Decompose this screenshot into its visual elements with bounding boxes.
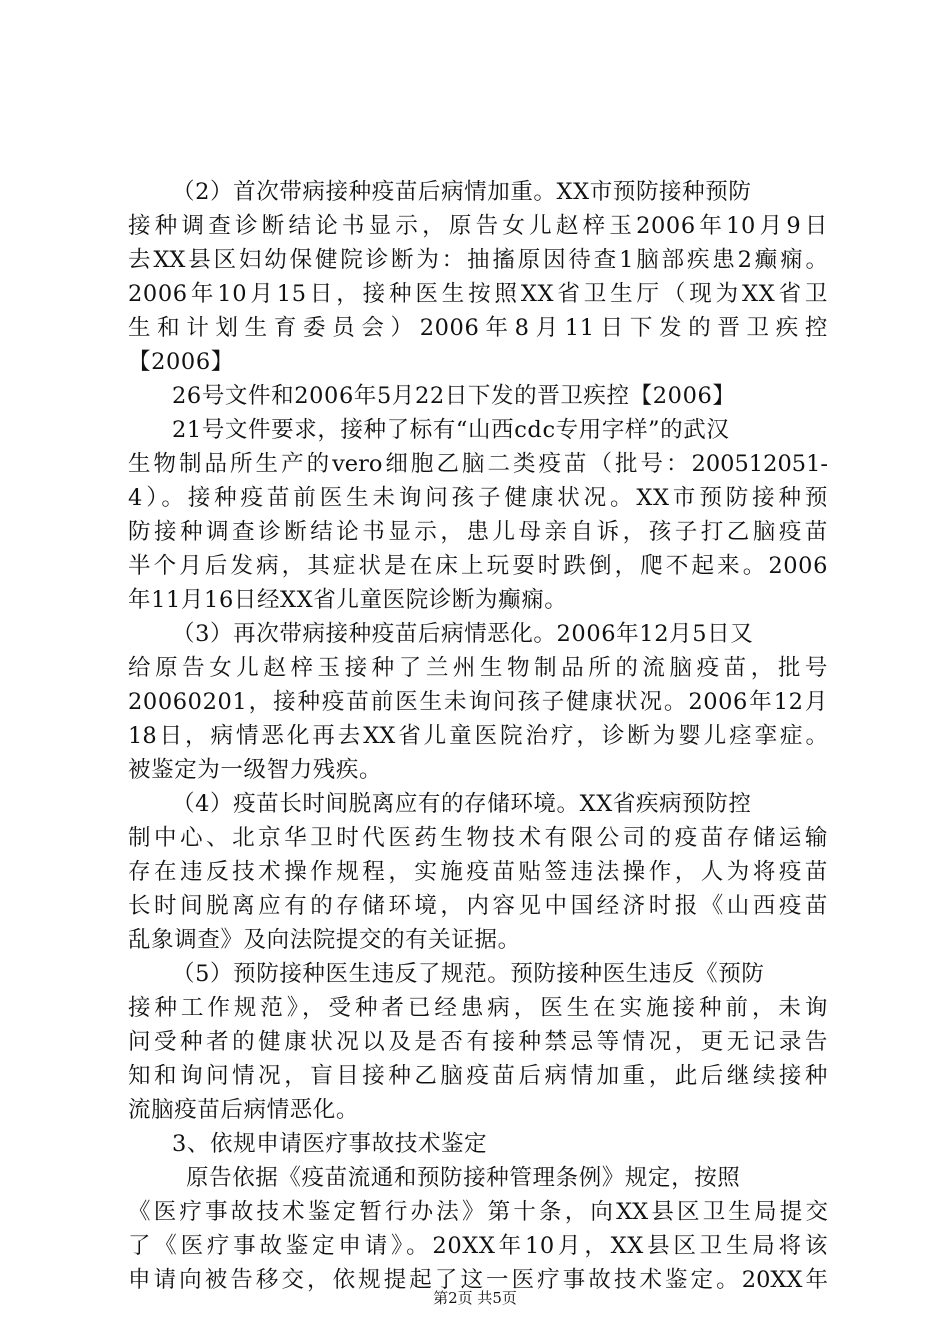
text-line: 流脑疫苗后病情恶化。 — [128, 1097, 360, 1123]
text-line: 给原告女儿赵梓玉接种了兰州生物制品所的流脑疫苗，批号 — [128, 655, 828, 681]
text-line: 去XX县区妇幼保健院诊断为：抽搐原因待查1脑部疾患2癫痫。 — [128, 247, 828, 273]
text-line: 乱象调查》及向法院提交的有关证据。 — [128, 927, 521, 953]
text-line: 2006年10月15日，接种医生按照XX省卫生厅（现为XX省卫 — [128, 281, 828, 307]
text-line: 18日，病情恶化再去XX省儿童医院治疗，诊断为婴儿痉挛症。 — [128, 723, 828, 749]
text-line: 21号文件要求，接种了标有“山西cdc专用字样”的武汉 — [172, 417, 730, 443]
text-line: 申请向被告移交，依规提起了这一医疗事故技术鉴定。20XX年 — [128, 1267, 828, 1293]
text-line: 年11月16日经XX省儿童医院诊断为癫痫。 — [128, 587, 568, 613]
text-line: 存在违反技术操作规程，实施疫苗贴签违法操作，人为将疫苗 — [128, 859, 828, 885]
page-footer: 第2页 共5页 — [433, 1289, 517, 1307]
text-line: 4）。接种疫苗前医生未询问孩子健康状况。XX市预防接种预 — [128, 485, 828, 511]
text-line: 【2006】 — [128, 349, 234, 375]
text-line: 20060201，接种疫苗前医生未询问孩子健康状况。2006年12月 — [128, 689, 828, 715]
text-line: 《医疗事故技术鉴定暂行办法》第十条，向XX县区卫生局提交 — [128, 1199, 828, 1225]
text-line: 生物制品所生产的vero细胞乙脑二类疫苗（批号：200512051- — [128, 451, 828, 477]
text-line: 防接种调查诊断结论书显示，患儿母亲自诉，孩子打乙脑疫苗 — [128, 519, 828, 545]
text-line: 生和计划生育委员会）2006年8月11日下发的晋卫疾控 — [128, 315, 828, 341]
section-heading: 3、依规申请医疗事故技术鉴定 — [172, 1131, 488, 1157]
text-line: 长时间脱离应有的存储环境，内容见中国经济时报《山西疫苗 — [128, 893, 828, 919]
text-line: 了《医疗事故鉴定申请》。20XX年10月，XX县区卫生局将该 — [128, 1233, 828, 1259]
text-line: 接种调查诊断结论书显示，原告女儿赵梓玉2006年10月9日 — [128, 213, 828, 239]
text-line: 被鉴定为一级智力残疾。 — [128, 757, 383, 783]
text-line: 26号文件和2006年5月22日下发的晋卫疾控【2006】 — [172, 383, 736, 409]
text-line: （2）首次带病接种疫苗后病情加重。XX市预防接种预防 — [172, 179, 752, 205]
text-line: （4）疫苗长时间脱离应有的存储环境。XX省疾病预防控 — [172, 791, 752, 817]
text-line: 接种工作规范》，受种者已经患病，医生在实施接种前，未询 — [128, 995, 828, 1021]
text-line: 知和询问情况，盲目接种乙脑疫苗后病情加重，此后继续接种 — [128, 1063, 828, 1089]
text-line: 原告依据《疫苗流通和预防接种管理条例》规定，按照 — [186, 1165, 741, 1191]
text-line: （3）再次带病接种疫苗后病情恶化。2006年12月5日又 — [172, 621, 754, 647]
text-line: 制中心、北京华卫时代医药生物技术有限公司的疫苗存储运输 — [128, 825, 828, 851]
text-line: 半个月后发病，其症状是在床上玩耍时跌倒，爬不起来。2006 — [128, 553, 828, 579]
text-line: （5）预防接种医生违反了规范。预防接种医生违反《预防 — [172, 961, 765, 987]
text-line: 问受种者的健康状况以及是否有接种禁忌等情况，更无记录告 — [128, 1029, 828, 1055]
